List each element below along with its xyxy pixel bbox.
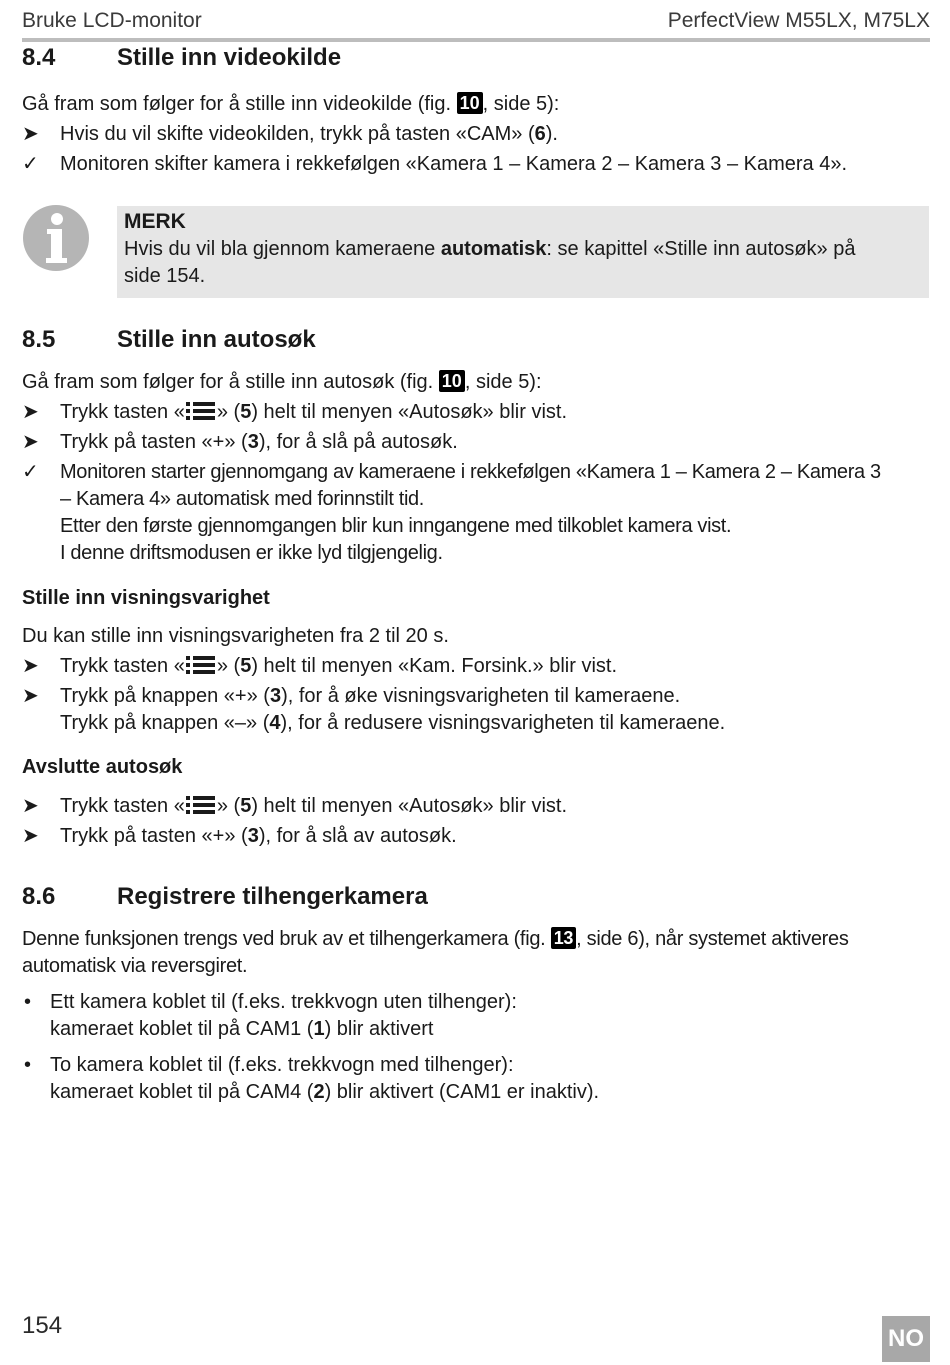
arrow-icon: ➤ (22, 795, 39, 817)
figure-ref: 10 (457, 92, 483, 114)
result-text: Monitoren skifter kamera i rekkefølgen «Kamera 1 – Kamera 2 – Kamera 3 – Kamera 4». (60, 153, 848, 175)
arrow-icon: ➤ (22, 123, 39, 145)
step-text: Trykk tasten « » (5) helt til menyen «Autosøk» blir vist. (60, 795, 568, 817)
page-number: 154 (22, 1312, 63, 1339)
header-right: PerfectView M55LX, M75LX (667, 9, 930, 32)
header-left: Bruke LCD-monitor (22, 9, 202, 32)
header-rule (22, 38, 930, 42)
section-number: 8.6 (22, 883, 56, 910)
info-icon (22, 204, 90, 272)
section-8-4-heading (22, 44, 341, 72)
list-text: Ett kamera koblet til (f.eks. trekkvogn uten tilhenger): kameraet koblet til på CAM1 (1) blir aktivert (50, 991, 517, 1040)
text: Gå fram som følger for å stille inn videokilde (fig. (22, 93, 457, 115)
section-8-5-heading (22, 326, 316, 354)
step-text: Trykk tasten « » (5) helt til menyen «Autosøk» blir vist. (60, 401, 568, 423)
menu-icon (186, 795, 216, 815)
check-icon: ✓ (22, 153, 39, 175)
step-text: Trykk på knappen «+» (3), for å øke visningsvarigheten til kameraene. Trykk på knappen «–» (4), for å redusere visningsvarigheten til kameraene. (60, 685, 726, 734)
figure-ref: 10 (439, 370, 465, 392)
subheading-exit-autoscan: Avslutte autosøk (22, 756, 183, 778)
menu-icon (186, 655, 216, 675)
step-text: Hvis du vil skifte videokilden, trykk på tasten «CAM» (6). (60, 123, 558, 145)
section-8-5-intro: Gå fram som følger for å stille inn autosøk (fig. 10 , side 5): (22, 371, 542, 393)
menu-icon (186, 401, 216, 421)
section-title: Stille inn autosøk (117, 326, 316, 353)
paragraph: Du kan stille inn visningsvarigheten fra 2 til 20 s. (22, 625, 449, 647)
bullet-icon: • (24, 991, 32, 1013)
check-icon: ✓ (22, 461, 39, 483)
step-text: Trykk på tasten «+» (3), for å slå på autosøk. (60, 431, 458, 453)
step-text: Trykk på tasten «+» (3), for å slå av autosøk. (60, 825, 457, 847)
arrow-icon: ➤ (22, 401, 39, 423)
section-8-6-intro: Denne funksjonen trengs ved bruk av et tilhengerkamera (fig. 13 , side 6), når systemet aktiveres automatisk via reversgiret. (22, 928, 849, 977)
section-number: 8.4 (22, 44, 56, 71)
step-text: Trykk tasten « » (5) helt til menyen «Kam. Forsink.» blir vist. (60, 655, 618, 677)
result-text: Monitoren starter gjennomgang av kameraene i rekkefølgen «Kamera 1 – Kamera 2 – Kamera 3 – Kamera 4» automatisk med forinnstilt tid. Etter den første gjennomgangen blir kun inngangene med tilkoblet kamera vist. I denne driftsmodusen er ikke lyd tilgjengelig. (60, 461, 881, 564)
section-title: Registrere tilhengerkamera (117, 883, 428, 910)
section-title: Stille inn videokilde (117, 44, 342, 71)
bullet-icon: • (24, 1054, 32, 1076)
list-text: To kamera koblet til (f.eks. trekkvogn med tilhenger): kameraet koblet til på CAM4 (2) blir aktivert (CAM1 er inaktiv). (50, 1054, 600, 1103)
arrow-icon: ➤ (22, 825, 39, 847)
text: , side 5): (482, 93, 560, 115)
section-8-4-intro (22, 91, 559, 118)
note-title: MERK (124, 210, 186, 233)
note-text: Hvis du vil bla gjennom kameraene automatisk: se kapittel «Stille inn autosøk» på side 154. (124, 238, 856, 287)
arrow-icon: ➤ (22, 655, 39, 677)
arrow-icon: ➤ (22, 685, 39, 707)
arrow-icon: ➤ (22, 431, 39, 453)
figure-ref: 13 (551, 927, 576, 949)
language-badge: NO (882, 1316, 930, 1362)
subheading-display-duration: Stille inn visningsvarighet (22, 587, 270, 609)
section-number: 8.5 (22, 326, 56, 353)
section-8-6-heading (22, 883, 428, 911)
